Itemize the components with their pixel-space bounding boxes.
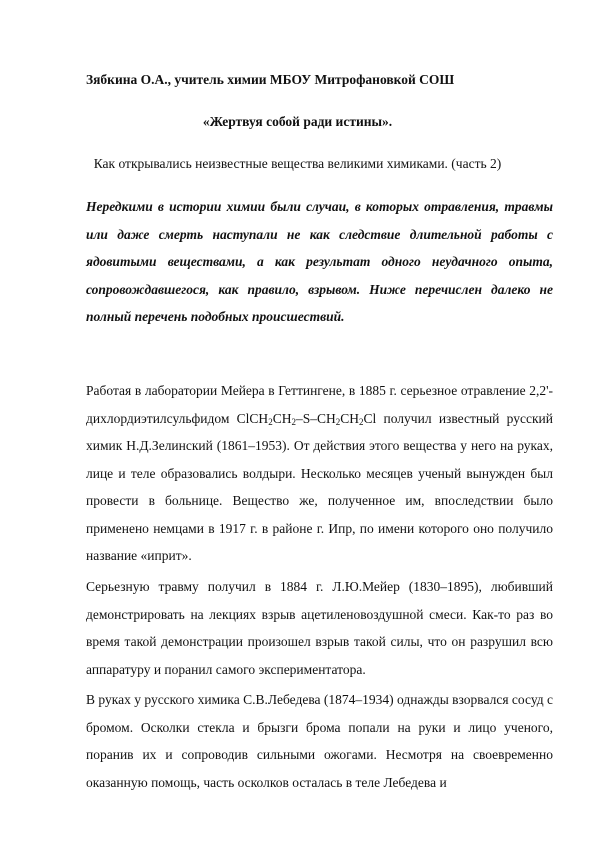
paragraph-zelinsky: [86, 377, 553, 570]
article-title: «Жертвуя собой ради истины».: [202, 114, 393, 129]
intro-paragraph: Нередкими в истории химии были случаи, в которых отравления, травмы или даже смерть наступали не как следствие длительной работы с ядовитыми веществами, а как результат одного неудачного опыта, сопровождавшегося, как правило, взрывом. Ниже перечислен далеко не полный перечень подобных происшествий.: [86, 199, 553, 324]
paragraph-meyer: Серьезную травму получил в 1884 г. Л.Ю.Мейер (1830–1895), любивший демонстрировать на лекциях взрыв ацетиленовоздушной смеси. Как-то раз во время такой демонстрации произошел взрыв такой силы, что он разрушил всю аппаратуру и поранил самого экспериментатора.: [86, 579, 553, 677]
article-subtitle: Как открывались неизвестные вещества великими химиками. (часть 2): [93, 156, 502, 171]
paragraph-zelinsky-end: получил известный русский химик Н.Д.Зелинский (1861–1953). От действия этого вещества у него на руках, лице и теле образовались волдыри. Несколько месяцев ученый вынужден был провести в больнице. Вещество же, полученное им, впоследствии было применено немцами в 1917 г. в районе г. Ипр, по имени которого оно получило название «иприт».: [86, 410, 553, 563]
chemical-formula: $ClCH_2CH_2-S-CH_2CH_2Cl$: [236, 410, 377, 427]
author-line: Зябкина О.А., учитель химии МБОУ Митрофановкой СОШ: [86, 72, 455, 87]
paragraph-zelinsky-start: Работая в лаборатории Мейера в Геттингене, в 1885 г. серьезное отравление 2,2'-дихлордиэтилсульфидом: [86, 383, 553, 426]
paragraph-lebedev: В руках у русского химика С.В.Лебедева (1874–1934) однажды взорвался сосуд с бромом. Осколки стекла и брызги брома попали на руки и лицо ученого, поранив их и сопроводив сильными ожогами. Несмотря на своевременно оказанную помощь, часть осколков осталась в теле Лебедева и: [86, 692, 553, 790]
